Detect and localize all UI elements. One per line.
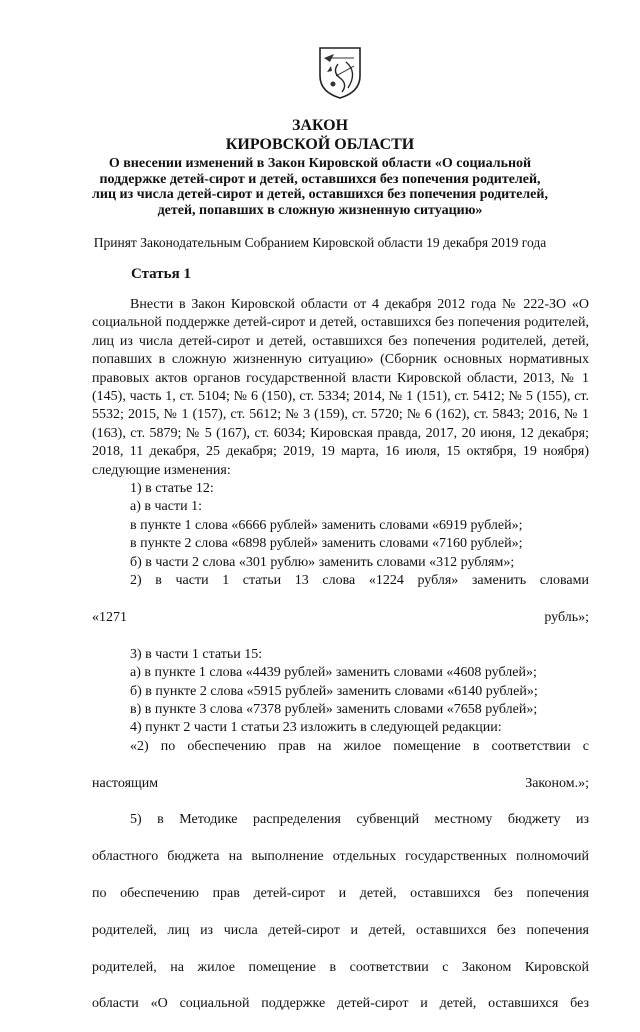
law-subtitle-line: поддержке детей-сирот и детей, оставшихся без попечения родителей,	[99, 171, 541, 187]
list-item: 3) в части 1 статьи 15:	[130, 646, 263, 662]
intro-paragraph: Внести в Закон Кировской области от 4 декабря 2012 года № 222-ЗО «О социальной поддержке детей-сирот и детей, оставшихся без попечения родителей, лиц из числа детей-сирот и детей, оставшихся без попечения родителей, детей, попавших в сложную жизненную ситуацию» (Сборник основных нормативных правовых актов органов государственной власти Кировской области, 2013, № 1 (145), часть 1, ст. 5104; № 6 (150), ст. 5334; 2014, № 1 (151), ст. 5412; № 5 (155), ст. 5532; 2015, № 1 (157), ст. 5612; № 3 (159), ст. 5720; № 6 (162), ст. 5843; 2016, № 1 (163), ст. 5879; № 5 (167), ст. 6034; Кировская правда, 2017, 20 июня, 12 декабря; 2018, 11 декабря, 25 декабря; 2019, 19 марта, 16 июля, 15 октября, 19 ноября) следующие изменения:	[92, 297, 589, 478]
list-item: б) в пункте 2 слова «5915 рублей» заменить словами «6140 рублей»;	[130, 683, 538, 699]
item5-line: 5) в Методике распределения субвенций местному бюджету из	[130, 812, 589, 828]
item5-line: родителей, лиц из числа детей-сирот и детей, оставшихся без попечения	[92, 922, 589, 938]
list-item: в) в пункте 3 слова «7378 рублей» заменить словами «7658 рублей»;	[130, 701, 538, 717]
law-subtitle-line: детей, попавших в сложную жизненную ситуацию»	[157, 202, 483, 218]
list-item: 2) в части 1 статьи 13 слова «1224 рубля» заменить словами	[130, 573, 589, 589]
coat-of-arms-icon	[318, 46, 362, 100]
law-title-line2: КИРОВСКОЙ ОБЛАСТИ	[225, 136, 415, 153]
list-item: в пункте 1 слова «6666 рублей» заменить словами «6919 рублей»;	[130, 517, 523, 533]
law-title	[0, 116, 640, 154]
adoption-note: Принят Законодательным Собранием Кировской области 19 декабря 2019 года	[93, 235, 547, 250]
list-item: б) в части 2 слова «301 рублю» заменить словами «312 рублям»;	[130, 554, 515, 570]
item5-line: родителей, на жилое помещение в соответствии с Законом Кировской	[92, 959, 589, 975]
article-body	[92, 296, 589, 1032]
quote-line: настоящим Законом.»;	[92, 775, 589, 791]
list-item: 4) пункт 2 части 1 статьи 23 изложить в следующей редакции:	[130, 720, 502, 736]
article-heading: Статья 1	[131, 266, 191, 282]
law-title-line1: ЗАКОН	[291, 117, 349, 134]
law-subtitle	[0, 156, 640, 218]
item5-line: по обеспечению прав детей-сирот и детей, оставшихся без попечения	[92, 886, 589, 901]
list-item: 1) в статье 12:	[130, 481, 214, 497]
quote-line: «2) по обеспечению прав на жилое помещение в соответствии с	[130, 738, 589, 754]
item5-line: областного бюджета на выполнение отдельных государственных полномочий	[92, 849, 589, 865]
list-item: а) в части 1:	[130, 499, 202, 515]
law-subtitle-line: лиц из числа детей-сирот и детей, оставшихся без попечения родителей,	[92, 187, 548, 202]
list-item: а) в пункте 1 слова «4439 рублей» заменить словами «4608 рублей»;	[130, 665, 537, 681]
item5-line: области «О социальной поддержке детей-сирот и детей, оставшихся без	[92, 996, 589, 1012]
list-item-continuation: «1271 рубль»;	[92, 609, 589, 625]
law-subtitle-line: О внесении изменений в Закон Кировской области «О социальной	[108, 156, 532, 171]
list-item: в пункте 2 слова «6898 рублей» заменить словами «7160 рублей»;	[130, 536, 523, 552]
